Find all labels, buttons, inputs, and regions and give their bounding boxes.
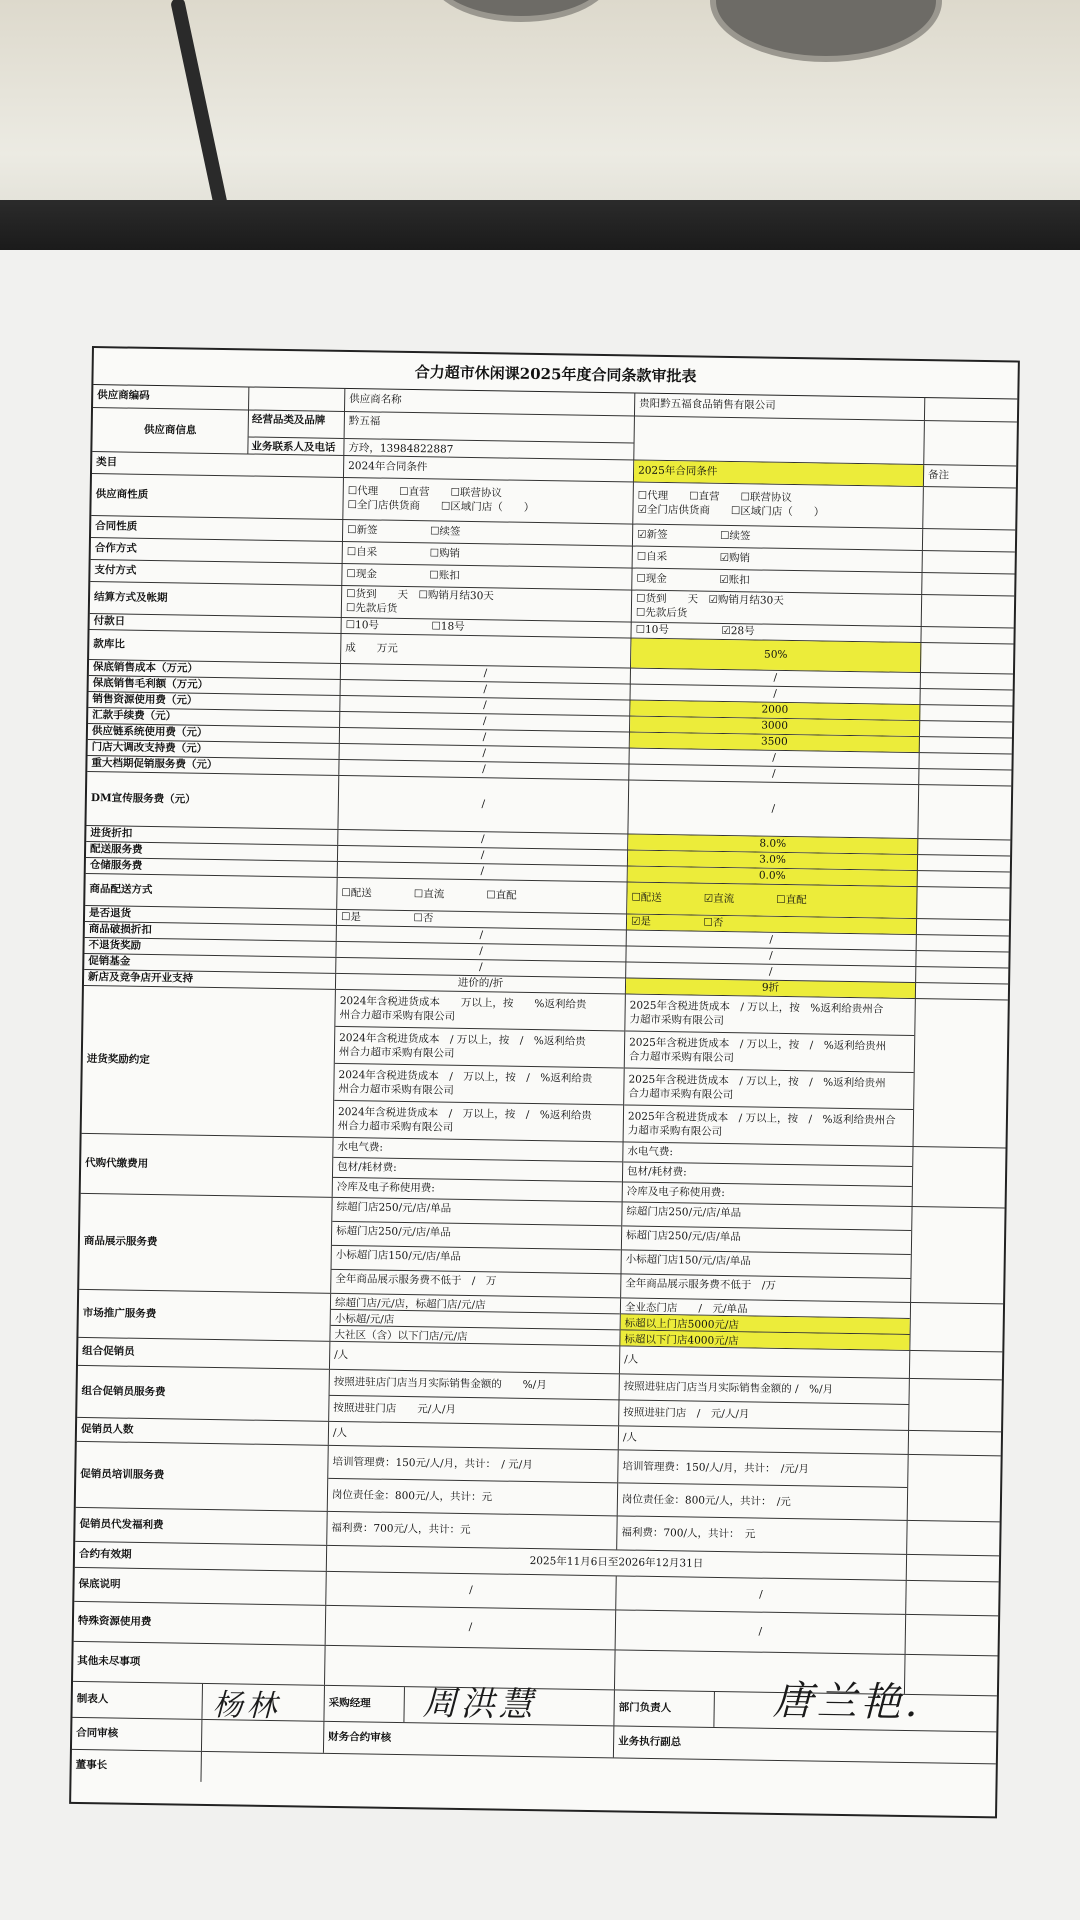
- settlement-2025-line1: ☐货到 天 ☑购销月结30天: [636, 592, 784, 607]
- supplier-info-label: 供应商信息: [92, 408, 249, 453]
- fee-row-2024: /: [340, 744, 630, 764]
- supplier-nature-2025: [633, 483, 924, 529]
- rebate-text: 合力超市采购有限公司: [628, 1050, 734, 1065]
- blank-cell: [923, 529, 1015, 551]
- stack-line: 综超门店250/元/店/单品: [622, 1202, 911, 1231]
- blank-cell: [922, 595, 1014, 627]
- discount-row-label: 仓储服务费: [86, 858, 338, 877]
- payment-day-label: 付款日: [90, 614, 342, 633]
- training-label: 促销员培训服务费: [76, 1442, 329, 1511]
- signature-buyer: 周洪慧: [422, 1683, 538, 1726]
- blank-cell: [919, 753, 1011, 769]
- blank-cell: [925, 397, 1017, 421]
- combo-fee-2025-line2: 按照进驻门店 / 元/人/月: [623, 1406, 750, 1421]
- rebate-text: 2025年含税进货成本 / 万以上，按 / %返利给贵州: [628, 1073, 886, 1090]
- fee-row-2025: 3500: [630, 732, 920, 752]
- blank-cell: [907, 1521, 1000, 1555]
- ratio-2025: 50%: [631, 639, 921, 673]
- training-2025: [618, 1450, 909, 1520]
- info-labels: [248, 410, 345, 455]
- combo-fee-2025-line1: 按照进驻店门店当月实际销售金额的 / %/月: [620, 1374, 909, 1405]
- fee-row-label: 门店大调改支持费（元）: [88, 740, 340, 759]
- remark-header: 备注: [927, 469, 950, 482]
- blank-cell: [923, 487, 1016, 529]
- blank-cell: [913, 1147, 1006, 1207]
- agency-2025: [623, 1142, 914, 1206]
- term-row-label: 支付方式: [90, 560, 342, 585]
- rebate-text: 2024年含税进货成本 万以上，按 %返利给贵: [339, 994, 587, 1011]
- discount-row-2024: /: [338, 830, 628, 850]
- supplier-code-label: 供应商编码: [93, 384, 249, 409]
- guarantee-2025: /: [616, 1576, 906, 1614]
- display-2024: [331, 1198, 622, 1298]
- misc-row-2025: /: [627, 930, 917, 950]
- stack-line: [334, 1064, 624, 1106]
- supplier-nature-2024: [343, 478, 634, 524]
- fee-row-2024: /: [340, 696, 630, 716]
- rebate-text: 2024年含税进货成本 / 万以上，按 / %返利给贵: [337, 1105, 592, 1122]
- fee-row-2024: /: [341, 680, 631, 700]
- stack-line: [335, 990, 625, 1032]
- nature-2024-line1: ☐代理 ☐直营 ☐联营协议: [347, 485, 503, 500]
- discount-row-label: 配送服务费: [86, 842, 338, 861]
- fee-row-2025: /: [631, 669, 921, 689]
- training-2025-line2: 岗位责任金：800元/人，共计： /元: [621, 1493, 791, 1509]
- settlement-2024-line2: ☐先款后货: [345, 602, 398, 615]
- return-2025: ☑是 ☐否: [627, 914, 917, 934]
- desk-object: [430, 0, 612, 22]
- stack-line: 包材/耗材费:: [333, 1158, 622, 1183]
- blank-cell: [906, 1615, 999, 1655]
- discount-row-2025: 3.0%: [628, 850, 918, 870]
- term-row-2025: ☐现金 ☑账扣: [632, 569, 922, 595]
- chair-label: 董事长: [71, 1750, 201, 1782]
- blank-cell: [914, 999, 1008, 1147]
- buyer-label: 采购经理: [324, 1686, 405, 1722]
- supplier-name: 贵阳黔五福食品销售有限公司: [635, 393, 925, 421]
- fee-row-label: 保底销售毛利额（万元）: [89, 676, 341, 695]
- rebate-2024: [334, 990, 626, 1142]
- fee-row-2025: 3000: [630, 717, 920, 737]
- blank-cell: [909, 1431, 1001, 1455]
- stack-line: 小标超门店150/元/店/单品: [332, 1246, 621, 1275]
- other-label: 其他未尽事项: [73, 1642, 326, 1685]
- welfare-2024: 福利费：700元/人，共计：元: [327, 1512, 617, 1550]
- fee-row-label: 销售资源使用费（元）: [88, 692, 340, 711]
- dm-2025: /: [628, 780, 919, 838]
- training-2024-line2: 岗位责任金：800元/人，共计：元: [331, 1488, 493, 1504]
- fee-row-label: 供应链系统使用费（元）: [88, 724, 340, 743]
- stack-line: 小标超门店150/元/店/单品: [621, 1250, 910, 1279]
- agency-label: 代购代缴费用: [81, 1134, 334, 1197]
- rebate-text: 力超市采购有限公司: [627, 1124, 723, 1139]
- special-label: 特殊资源使用费: [74, 1602, 327, 1645]
- ratio-label: 款库比: [89, 630, 341, 663]
- discount-row-2024: /: [338, 846, 628, 866]
- promo-label: 市场推广服务费: [78, 1290, 331, 1341]
- fee-row-2025: /: [629, 764, 919, 784]
- blank-cell: [923, 551, 1015, 573]
- dept-label: 部门负责人: [614, 1690, 715, 1727]
- guarantee-label: 保底说明: [74, 1568, 326, 1605]
- brand-label: 经营品类及品牌: [249, 410, 344, 438]
- stack-line: [334, 1101, 624, 1142]
- ratio-2024: 成 万元: [341, 634, 631, 668]
- blank-cell: [919, 769, 1011, 785]
- blank-cell: [918, 871, 1010, 887]
- nature-2024-line2: ☐全门店供货商 ☐区域门店（ ）: [347, 499, 535, 515]
- rebate-text: 力超市采购有限公司: [629, 1013, 725, 1028]
- stack-line: 标超门店250/元/店/单品: [622, 1226, 911, 1255]
- return-label: 是否退货: [85, 906, 337, 925]
- validity-value: 2025年11月6日至2026年12月31日: [327, 1546, 907, 1580]
- settlement-2025-line2: ☐先款后货: [635, 606, 688, 620]
- dm-label: DM宣传服务费（元）: [86, 772, 339, 829]
- new-store-2025: 9折: [626, 978, 916, 998]
- col-2024-header: 2024年合同条件: [344, 456, 634, 482]
- stack-line: 标超以上门店5000元/店: [621, 1314, 910, 1335]
- term-row-2024: ☐新签 ☐续签: [343, 520, 633, 546]
- rebate-2025: [624, 994, 916, 1146]
- col-2025-header: 2025年合同条件: [634, 461, 924, 487]
- special-2024: /: [326, 1606, 617, 1650]
- settlement-2024: [342, 586, 632, 622]
- promo-2025: [620, 1298, 911, 1350]
- signature-dept: 唐兰艳.: [772, 1677, 922, 1727]
- blank-cell: [918, 785, 1011, 839]
- combo-staff-2024: /人: [330, 1342, 620, 1374]
- blank-cell: [911, 1207, 1004, 1303]
- discount-row-2025: 0.0%: [628, 866, 918, 886]
- brand-value: 黔五福: [345, 412, 634, 444]
- fee-row-2024: /: [340, 712, 630, 732]
- blank-cell: [910, 1351, 1002, 1379]
- misc-row-label: 不退货奖励: [84, 938, 336, 957]
- finance-label: 财务合约审核: [324, 1722, 614, 1758]
- fee-row-2025: /: [631, 685, 921, 705]
- combo-fee-label: 组合促销员服务费: [77, 1366, 330, 1421]
- special-2025: /: [616, 1610, 907, 1654]
- exec-label: 业务执行副总: [618, 1735, 682, 1749]
- rebate-text: 2025年含税进货成本 / 万以上，按 / %返利给贵州合: [627, 1110, 896, 1127]
- stack-line: 综超门店250/元/店/单品: [332, 1198, 621, 1227]
- rebate-text: 2024年含税进货成本 / 万以上，按 / %返利给贵: [339, 1031, 586, 1048]
- rebate-text: 2025年含税进货成本 / 万以上，按 / %返利给贵州: [629, 1036, 887, 1053]
- discount-row-2025: 8.0%: [628, 834, 918, 854]
- discount-row-2024: /: [338, 862, 628, 882]
- display-2025: [621, 1202, 912, 1302]
- staff-count-2024: /人: [329, 1422, 619, 1450]
- blank-cell: [916, 967, 1008, 983]
- fee-row-label: 保底销售成本（万元）: [89, 660, 341, 679]
- rebate-text: 州合力超市采购有限公司: [338, 1046, 455, 1060]
- delivery-2024: ☐配送 ☐直流 ☐直配: [337, 878, 627, 914]
- blank-cell: [921, 643, 1013, 673]
- info-values: [344, 412, 635, 460]
- term-row-label: 合同性质: [91, 516, 343, 541]
- rebate-text: 2024年含税进货成本 / 万以上，按 / %返利给贵: [338, 1068, 593, 1085]
- blank-cell: [906, 1581, 999, 1615]
- fee-row-2024: /: [339, 760, 629, 780]
- stack-line: 标超以下门店4000元/店: [620, 1330, 909, 1350]
- supplier-nature-label: 供应商性质: [91, 474, 344, 519]
- term-row-2024: ☐自采 ☐购销: [343, 542, 633, 568]
- misc-row-2025: /: [626, 962, 916, 982]
- training-2024: [328, 1446, 619, 1516]
- misc-row-2024: /: [336, 958, 626, 978]
- term-row-2024: ☐现金 ☐账扣: [342, 564, 632, 590]
- stack-line: [625, 1031, 915, 1073]
- blank-cell: [918, 839, 1010, 855]
- misc-row-2024: /: [337, 926, 627, 946]
- agency-2024: [333, 1138, 624, 1202]
- settlement-2025: [632, 591, 922, 627]
- stack-line: 水电气费:: [333, 1138, 622, 1163]
- display-label: 商品展示服务费: [79, 1194, 332, 1293]
- stack-line: 大社区（含）以下门店/元/店: [334, 1328, 468, 1344]
- rebate-label: 进货奖励约定: [82, 986, 336, 1137]
- desk-object: [710, 0, 942, 62]
- return-2024: ☐是 ☐否: [337, 910, 627, 930]
- cable: [170, 0, 233, 230]
- payment-day-2024: ☐10号 ☐18号: [342, 618, 632, 638]
- stack-line: 小标超/元/店: [331, 1310, 620, 1331]
- delivery-2025: ☐配送 ☑直流 ☐直配: [627, 882, 917, 918]
- blank-cell: [922, 573, 1014, 595]
- form-title: 合力超市休闲课2025年度合同条款审批表: [93, 348, 1017, 400]
- misc-row-2024: /: [336, 942, 626, 962]
- display-row: [79, 1194, 1004, 1305]
- nature-2025-line1: ☐代理 ☐直营 ☐联营协议: [637, 489, 793, 505]
- training-2024-line1: 培训管理费：150元/人/月，共计： / 元/月: [328, 1446, 617, 1484]
- dm-2024: /: [338, 776, 629, 834]
- stack-line: 水电气费:: [623, 1142, 912, 1167]
- blank-cell: [909, 1379, 1002, 1431]
- rebate-row: [82, 986, 1008, 1148]
- misc-row-label: 促销基金: [84, 954, 336, 973]
- blank-cell: [920, 705, 1012, 721]
- approval-form: [69, 346, 1020, 1818]
- discount-row-label: 进货折扣: [86, 826, 338, 845]
- welfare-label: 促销员代发福利费: [75, 1508, 327, 1545]
- rebate-text: 州合力超市采购有限公司: [339, 1009, 456, 1023]
- training-2025-line1: 培训管理费：150/人/月，共计： /元/月: [618, 1450, 907, 1488]
- guarantee-2024: /: [326, 1572, 616, 1610]
- contact-label: 业务联系人及电话: [251, 440, 336, 454]
- stack-line: 全年商品展示服务费不低于 /万: [625, 1277, 776, 1292]
- stack-line: [335, 1027, 625, 1069]
- new-store-2024: 进价的/折: [336, 974, 626, 994]
- blank-cell: [920, 689, 1012, 705]
- combo-fee-2024-line1: 按照进驻店门店当月实际销售金额的 %/月: [330, 1370, 619, 1401]
- settlement-label: 结算方式及帐期: [90, 582, 342, 617]
- stack-line: [624, 1068, 914, 1110]
- misc-row-label: 商品破损折扣: [85, 922, 337, 941]
- combo-fee-2024-line2: 按照进驻门店 元/人/月: [333, 1401, 457, 1416]
- contact-value: 方玲，13984822887: [348, 442, 454, 456]
- signature-creator: 杨林: [212, 1688, 281, 1725]
- blank-cell: [907, 1555, 999, 1581]
- blank-cell: [908, 1455, 1001, 1521]
- settlement-2024-line1: ☐货到 天 ☐购销月结30天: [346, 588, 494, 603]
- supplier-code-value: [249, 386, 345, 411]
- misc-row-2025: /: [626, 946, 916, 966]
- blank-cell: [921, 673, 1013, 689]
- category-label: 类目: [92, 452, 344, 477]
- fee-row-2025: 2000: [630, 701, 920, 721]
- combo-fee-2024: [329, 1370, 620, 1426]
- stack-line: [625, 994, 915, 1036]
- combo-staff-label: 组合促销员: [78, 1338, 330, 1369]
- nature-2025-line2: ☑全门店供货商 ☐区域门店（ ）: [637, 503, 825, 519]
- audit-label: 合同审核: [72, 1718, 202, 1751]
- blank-cell: [920, 721, 1012, 737]
- rebate-text: 合力超市采购有限公司: [628, 1087, 734, 1102]
- stack-line: 冷库及电子称使用费:: [336, 1180, 435, 1195]
- stack-line: [624, 1105, 914, 1146]
- fee-row-2025: /: [630, 748, 920, 768]
- blank-cell: [917, 935, 1009, 951]
- supplier-name-label: 供应商名称: [345, 388, 635, 416]
- blank-cell: [918, 855, 1010, 871]
- stack-line: 全年商品展示服务费不低于 / 万: [335, 1272, 497, 1288]
- term-row-2025: ☐自采 ☑购销: [633, 547, 923, 573]
- fee-row-label: 重大档期促销服务费（元）: [87, 756, 339, 775]
- staff-count-label: 促销员人数: [77, 1418, 329, 1445]
- delivery-label: 商品配送方式: [85, 874, 337, 909]
- rebate-text: 州合力超市采购有限公司: [338, 1083, 454, 1097]
- blank-cell: [916, 951, 1008, 967]
- term-row-2025: ☑新签 ☐续签: [633, 525, 923, 551]
- staff-count-2025: /人: [619, 1426, 909, 1454]
- blank-cell: [917, 919, 1009, 935]
- blank-cell: [924, 421, 1017, 465]
- fee-row-2024: /: [340, 728, 630, 748]
- rebate-text: 2025年含税进货成本 / 万以上，按 %返利给贵州合: [629, 999, 884, 1016]
- new-store-label: 新店及竞争店开业支持: [84, 970, 336, 989]
- fee-row-2024: /: [341, 664, 631, 684]
- blank-cell: [916, 983, 1008, 999]
- creator-label: 制表人: [72, 1682, 203, 1719]
- welfare-2025: 福利费：700/人，共计： 元: [617, 1516, 907, 1554]
- validity-label: 合约有效期: [75, 1542, 327, 1571]
- blank-cell: [910, 1303, 1003, 1351]
- fee-row-label: 汇款手续费（元）: [88, 708, 340, 727]
- combo-fee-2025: [619, 1374, 910, 1430]
- stack-line: 综超门店/元/店，标超门店/元/店: [331, 1294, 620, 1315]
- stack-line: 全业态门店 / 元/单品: [621, 1298, 910, 1319]
- rebate-text: 州合力超市采购有限公司: [337, 1120, 454, 1134]
- stack-line: 标超门店250/元/店/单品: [332, 1222, 621, 1251]
- combo-staff-2025: /人: [620, 1346, 910, 1378]
- blank-cell: [920, 737, 1012, 753]
- promo-2024: [330, 1294, 621, 1346]
- stack-line: 冷库及电子称使用费:: [626, 1185, 725, 1200]
- blank-cell: [634, 417, 925, 465]
- blank-cell: [917, 887, 1009, 919]
- stack-line: 包材/耗材费:: [623, 1162, 912, 1187]
- term-row-label: 合作方式: [91, 538, 343, 563]
- payment-day-2025: ☐10号 ☑28号: [631, 623, 921, 643]
- blank-cell: [921, 627, 1013, 643]
